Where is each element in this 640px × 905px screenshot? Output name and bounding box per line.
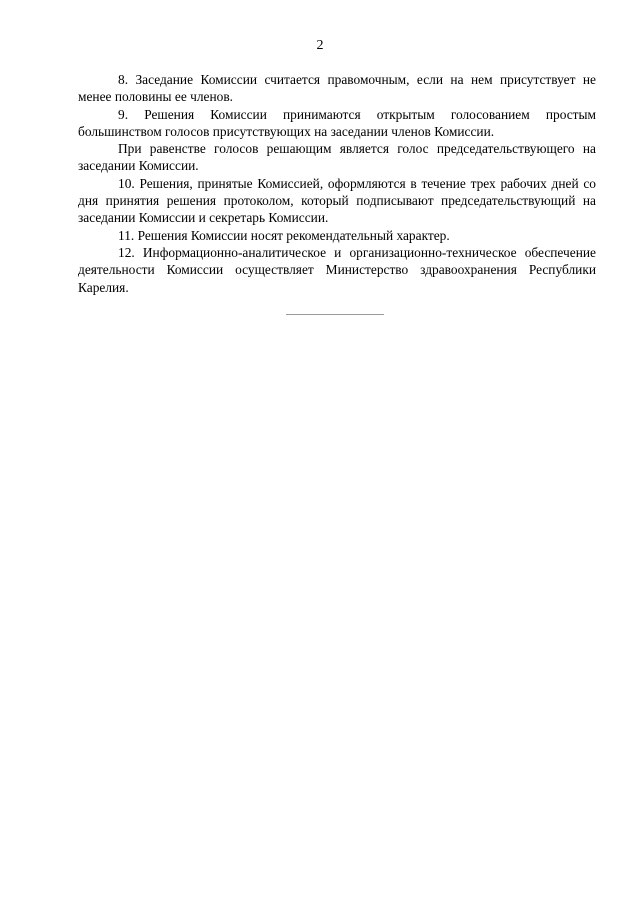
paragraph-11: 11. Решения Комиссии носят рекомендательный характер. — [118, 227, 450, 243]
paragraph-10: 10. Решения, принятые Комиссией, оформляются в течение трех рабочих дней со дня принятия решения протоколом, который подписывают председательствующий на заседании Комиссии и секретарь Комиссии. — [78, 175, 596, 226]
document-body — [78, 71, 596, 296]
end-separator-line — [286, 314, 384, 315]
paragraph-9: 9. Решения Комиссии принимаются открытым голосованием простым большинством голосов присутствующих на заседании членов Комиссии. — [78, 106, 596, 139]
page-number: 2 — [316, 38, 324, 53]
paragraph-8: 8. Заседание Комиссии считается правомочным, если на нем присутствует не менее половины ее членов. — [78, 72, 596, 105]
paragraph-12: 12. Информационно-аналитическое и организационно-техническое обеспечение деятельности Комиссии осуществляет Министерство здравоохранения Республики Карелия. — [78, 244, 596, 295]
paragraph-9-tie-vote: При равенстве голосов решающим является голос председательствующего на заседании Комиссии. — [78, 141, 596, 174]
